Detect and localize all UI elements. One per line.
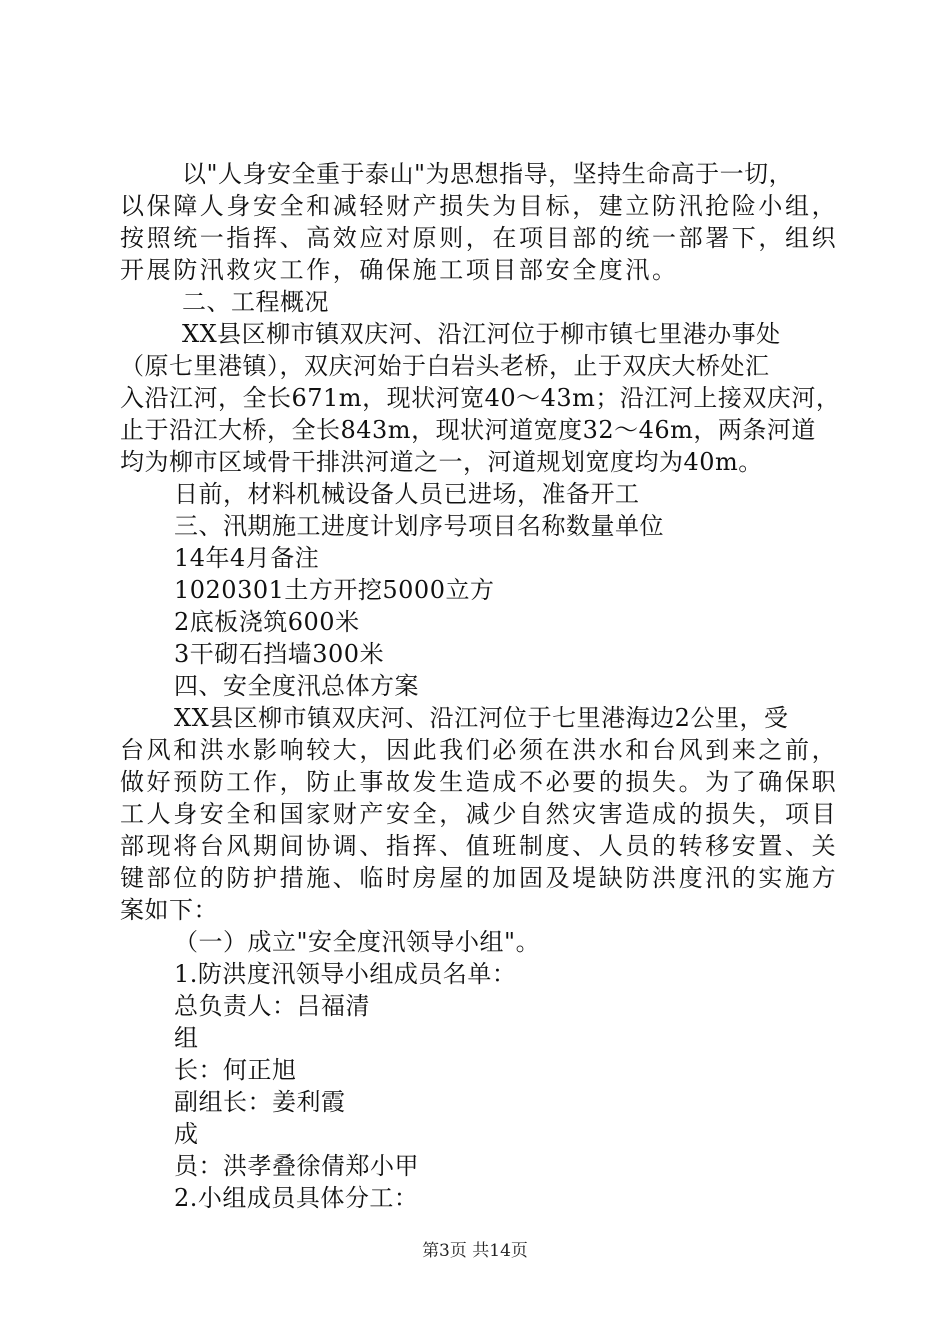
paragraph-line: 员：洪孝叠徐倩郑小甲 xyxy=(174,1152,419,1180)
paragraph-line: 案如下： xyxy=(120,896,218,924)
paragraph-line: 1.防洪度汛领导小组成员名单： xyxy=(174,960,517,988)
paragraph-line: 总负责人：吕福清 xyxy=(174,992,370,1020)
paragraph-line: XX县区柳市镇双庆河、沿江河位于柳市镇七里港办事处 xyxy=(182,320,781,348)
paragraph-line: 1020301土方开挖5000立方 xyxy=(174,576,495,604)
subsection-heading: （一）成立"安全度汛领导小组"。 xyxy=(174,928,541,956)
document-body xyxy=(120,158,840,1214)
section-heading: 二、工程概况 xyxy=(182,288,329,316)
paragraph-line: 3干砌石挡墙300米 xyxy=(174,640,385,668)
paragraph-line: 入沿江河，全长671m，现状河宽40～43m；沿江河上接双庆河， xyxy=(120,384,841,412)
page-number-footer: 第3页 共14页 xyxy=(422,1241,528,1261)
paragraph-line: 以保障人身安全和减轻财产损失为目标，建立防汛抢险小组， xyxy=(120,192,839,220)
section-heading: 四、安全度汛总体方案 xyxy=(174,672,419,700)
paragraph-line: （原七里港镇），双庆河始于白岩头老桥，止于双庆大桥处汇 xyxy=(120,352,770,380)
section-heading: 三、汛期施工进度计划序号项目名称数量单位 xyxy=(174,512,664,540)
paragraph-line: 均为柳市区域骨干排洪河道之一，河道规划宽度均为40m。 xyxy=(120,448,763,476)
paragraph-line: 部现将台风期间协调、指挥、值班制度、人员的转移安置、关 xyxy=(120,832,839,860)
paragraph-line: 台风和洪水影响较大，因此我们必须在洪水和台风到来之前， xyxy=(120,736,839,764)
paragraph-line: 组 xyxy=(174,1024,199,1052)
paragraph-line: 键部位的防护措施、临时房屋的加固及堤缺防洪度汛的实施方 xyxy=(120,864,839,892)
paragraph-line: 做好预防工作，防止事故发生造成不必要的损失。为了确保职 xyxy=(120,768,839,796)
paragraph-line: 成 xyxy=(174,1120,199,1148)
paragraph-line: 2.小组成员具体分工： xyxy=(174,1184,419,1212)
paragraph-line: 14年4月备注 xyxy=(174,544,320,572)
paragraph-line: 长：何正旭 xyxy=(174,1056,297,1084)
paragraph-line: 以"人身安全重于泰山"为思想指导，坚持生命高于一切， xyxy=(182,160,794,188)
paragraph-line: 日前，材料机械设备人员已进场，准备开工 xyxy=(174,480,640,508)
paragraph-line: 副组长：姜利霞 xyxy=(174,1088,346,1116)
paragraph-line: 止于沿江大桥，全长843m，现状河道宽度32～46m，两条河道 xyxy=(120,416,816,444)
paragraph-line: 工人身安全和国家财产安全，减少自然灾害造成的损失，项目 xyxy=(120,800,839,828)
paragraph-line: XX县区柳市镇双庆河、沿江河位于七里港海边2公里，受 xyxy=(174,704,789,732)
paragraph-line: 开展防汛救灾工作，确保施工项目部安全度汛。 xyxy=(120,256,679,284)
paragraph-line: 按照统一指挥、高效应对原则，在项目部的统一部署下，组织 xyxy=(120,224,839,252)
paragraph-line: 2底板浇筑600米 xyxy=(174,608,360,636)
